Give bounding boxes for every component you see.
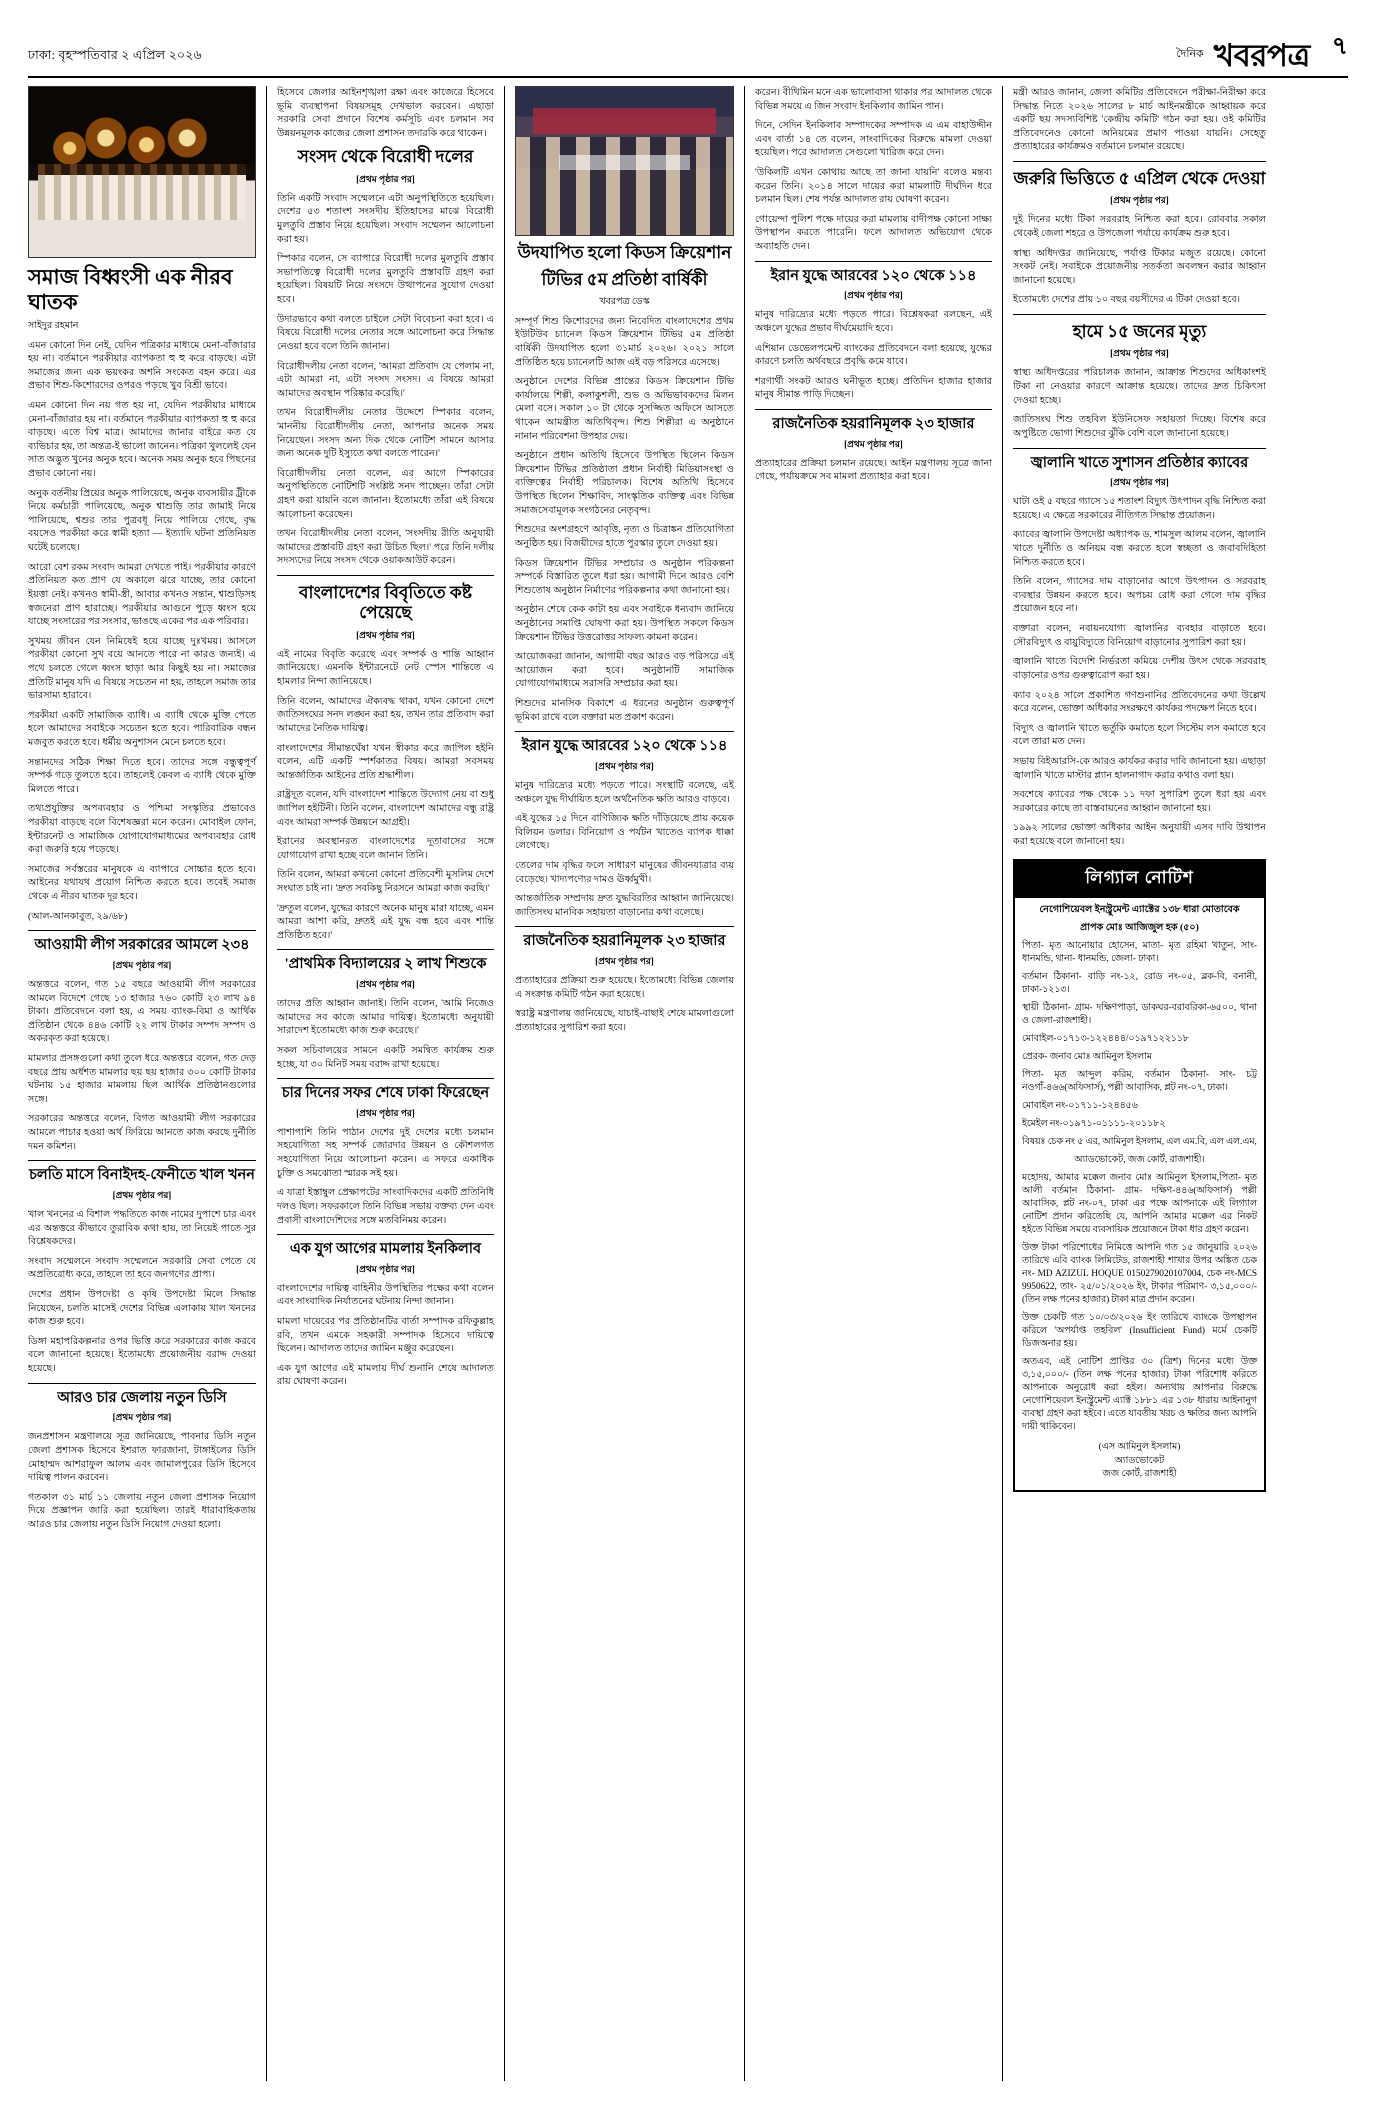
article-paragraph: উদারভাবে কথা বলতে চাইলে সেটা বিবেচনা করা হবে। এ বিষয়ে বিরোধী দলের নেতার সঙ্গে আলোচনা করে সিদ্ধান্ত নেওয়া হবে বলে তিনি জানান। xyxy=(277,313,494,352)
column-5 xyxy=(1002,86,1266,2081)
article-paragraph: জ্বালানি খাতে বিদেশি নির্ভরতা কমিয়ে দেশীয় উৎস থেকে সরবরাহ বাড়ানোর ওপর গুরুত্বারোপ করা হয়। xyxy=(1013,656,1266,681)
legal-paragraph: পিতা- মৃত আনোয়ার হোসেন, মাতা- মৃত রহিমা খাতুন, সাং- ধানমন্ডি, থানা- ধানমন্ডি, জেলা- ঢাকা। xyxy=(1022,940,1257,964)
legal-notice-title-1: নেগোশিয়েবল ইনস্ট্রুমেন্ট এ্যাক্টের ১৩৮ ধারা মোতাবেক xyxy=(1039,903,1240,915)
article-paragraph: জাতিসংঘ শিশু তহবিল ইউনিসেফ সহায়তা দিচ্ছে। বিশেষ করে অপুষ্টিতে ভোগা শিশুদের ঝুঁকি বেশি বলে জানানো হয়েছে। xyxy=(1013,414,1266,439)
article-paragraph: এশিয়ান ডেভেলপমেন্ট ব্যাংকের প্রতিবেদনে বলা হয়েছে, যুদ্ধের কারণে চলতি অর্থবছরে প্রবৃদ্ধি কমে যাবে। xyxy=(755,342,992,368)
sub-headline: হামে ১৫ জনের মৃত্যু xyxy=(1072,322,1207,342)
article-paragraph: ক্যাব ২০২৪ সালে প্রকাশিত গণশুনানির প্রতিবেদনের কথা উল্লেখ করে বলেন, ভোক্তা অধিকার সংরক্ষণে কার্যকর পদক্ষেপ নিতে হবে। xyxy=(1013,689,1266,715)
article-paragraph: 'উকিলটি এখন কোথায় আছে তা জানা যায়নি' বলেও মন্তব্য করেন তিনি। ২০১৪ সালে দায়ের করা মামলাটি দীর্ঘদিন ধরে চলমান ছিল। শেষ পর্যন্ত আদালত রায় ঘোষণা করেন। xyxy=(755,167,992,206)
article-paragraph: বাংলাদেশের দায়িত্ব বাহিনীর উপস্থিতির পক্ষের কথা বলেন এবং সাংবাদিক নির্যাতনের ঘটনায় নিন্দা জানান। xyxy=(277,1282,494,1308)
article-paragraph: কিডস ক্রিয়েশান টিভির সম্প্রচার ও অনুষ্ঠান পরিকল্পনা সম্পর্কে বিস্তারিত তুলে ধরা হয়। আগামী দিনে আরও বেশি শিশুতোষ অনুষ্ঠান নির্মাণের পরিকল্পনার কথা জানানো হয়। xyxy=(515,557,734,596)
continued-from: [প্রথম পৃষ্ঠার পর] xyxy=(1110,195,1169,206)
article-paragraph: অনুক বর্তনীয় প্রিয়ের অনুক পালিয়েছে, অনুক ব্যবসায়ীর ট্রীকে নিয়ে কর্মচারী পালিয়েছে, অনুক শ্বাশুড়ি তার জামাই নিয়ে পালিয়েছে, শ্বশুর তার পুত্রবধূ নিয়ে পালিয়ে গেছে, বৃদ্ধ বয়সেও পরকীয়া করে স্বামী হত্যা — ইত্যাদি ঘটনা প্রতিনিয়ত ঘটেই চলেছে। xyxy=(28,487,256,554)
article-paragraph: করেন। বীথিমিন মনে এক ভালোবাসা থাকার পর আদালত থেকে বিভিন্ন সময়ে এ জিন সংবাদ ইনকিলাব জামিন পান। xyxy=(755,87,992,112)
article-paragraph: দিনে, সেদিন ইনকিলাব সম্পাদকের সম্পাদক এ এম বাহাউদ্দীন এবং বার্তা ১৪ তে বলেন, সাংবাদিকের বিরুদ্ধে মামলা দেওয়া হয়েছিল। পরে আদালত সেগুলো খারিজ করে দেন। xyxy=(755,120,992,159)
dateline: ঢাকা: বৃহস্পতিবার ২ এপ্রিল ২০২৬ xyxy=(28,48,202,62)
legal-paragraph: ইমেইল নং-০১৯৭১-০১১১১-২০১১৮২ xyxy=(1022,1118,1166,1129)
divider xyxy=(28,930,256,931)
article-paragraph: প্রত্যাহারের প্রক্রিয়া শুরু হয়েছে। ইতোমধ্যে বিভিন্ন জেলায় এ সংক্রান্ত কমিটি গঠন করা হয়েছে। xyxy=(515,975,734,1000)
column-2 xyxy=(266,86,504,2081)
article-paragraph: মন্ত্রী আরও জানান, জেলা কমিটির প্রতিবেদনে পরীক্ষা-নিরীক্ষা করে সিদ্ধান্ত নিতে ২০২৬ সালের ৮ মার্চ আইনমন্ত্রীকে আহ্বায়ক করে একটি ছয় সদস্যবিশিষ্ট 'কেন্দ্রীয় কমিটি' গঠন করা হয়। ওই কমিটির প্রতিবেদনেও কোনো অনিয়মের প্রমাণ পাওয়া যায়নি। সেহেতু প্রত্যাহারের কার্যক্রমও বর্তমানে চলমান রয়েছে। xyxy=(1013,87,1266,153)
continued-from: [প্রথম পৃষ্ঠার পর] xyxy=(844,290,903,301)
legal-notice-body xyxy=(1015,898,1264,1490)
legal-paragraph: উক্ত টাকা পরিশোধের নিমিত্তে আপনি গত ১৫ জানুয়ারি ২০২৬ তারিখে এবি ব্যাংক লিমিটেড, রাজশাহী শাখার উপর অঙ্কিত চেক নং- MD AZIZUL HOQUE 0150279020107004, চেক নং-MCS 9950622, তাং- ২৫/০১/২০২৬ ইং, টাকার পরিমাণ- ৩,১৫,০০০/- (তিন লক্ষ পনের হাজার) টাকা মাত্র প্রদান করেন। xyxy=(1022,1242,1257,1305)
brand-kicker: দৈনিক xyxy=(1176,48,1204,60)
article-paragraph: মানুষ দারিদ্র্যের মধ্যে পড়তে পারে। বিশ্লেষকরা বলছেন, এই অঞ্চলে যুদ্ধের প্রভাব দীর্ঘমেয়াদি হবে। xyxy=(755,309,992,334)
article-paragraph: অনুষ্ঠানে দেশের বিভিন্ন প্রান্তের কিডস ক্রিয়েশান টিভি কার্যালয়ে শিল্পী, কলাকুশলী, শুভ ও অভিভাবকদের মিলন মেলা বসে। সকাল ১০ টা থেকে সুসজ্জিত অফিসে আসতে থাকেন আমন্ত্রীত অতিথিবৃন্দ। শিশু শিল্পীরা এ অনুষ্ঠানে নানান পরিবেশনা উপহার দেয়। xyxy=(515,376,734,442)
article-paragraph: এমন কোনো দিন নেই, যেদিন পত্রিকার মাধ্যমে মেনা-বাঁজারার হয় না। বর্তমানে পরকীয়ার ব্যাপকতা হু হু করে বাড়ছে। এটা সমাজের জন্য এক ভয়ংকর অশনি সংকেত বহন করে। এর প্রভাব শিশু-কিশোরদের ওপরও পড়ছে খুব বিশ্রী ভাবে। xyxy=(28,339,256,392)
sub-headline: সংসদ থেকে বিরোধী দলের xyxy=(297,147,474,167)
stage-highlight xyxy=(559,155,689,170)
article-paragraph: স্বাস্থ্য অধিদপ্তর জানিয়েছে, পর্যাপ্ত টিকার মজুত রয়েছে। কোনো সংকট নেই। সবাইকে প্রয়োজনীয় সতর্কতা অবলম্বন করার আহ্বান জানানো হয়েছে। xyxy=(1013,247,1266,286)
divider xyxy=(1013,161,1266,162)
article-paragraph: সংবাদ সম্মেলনে সংবাদ সম্মেলনে সরকারি সেবা পেতে যে অপ্রতিরোধ্য করে, তাহলে তা হবে জনগণের প্রাপ্য। xyxy=(28,1255,256,1281)
article-paragraph: বিরোধীদলীয় নেতা বলেন, 'আমরা প্রতিবাদ যে পেলাম না, এটা আমরা না, এটা সংসদ সংসদ। এ বিষয়ে আমরা আমাদের অবস্থান পরিষ্কার করেছি।' xyxy=(277,360,494,399)
legal-signature-court: জজ কোর্ট, রাজশাহী xyxy=(1102,1469,1177,1480)
brand-title: খবরপত্র xyxy=(1213,38,1310,73)
sub-headline: জরুরি ভিত্তিতে ৫ এপ্রিল থেকে দেওয়া xyxy=(1013,169,1266,189)
legal-notice-box xyxy=(1013,859,1266,1492)
article-paragraph: সভায় বিইআরসি-কে আরও কার্যকর করার দাবি জানানো হয়। এছাড়া জ্বালানি খাতে মাস্টার প্ল্যান হালনাগাদ করার কথাও বলা হয়। xyxy=(1013,755,1266,781)
legal-paragraph: মোবাইল নং-০১৭১১-১২৪৪৫৬ xyxy=(1022,1100,1138,1111)
continued-from: [প্রথম পৃষ্ঠার পর] xyxy=(356,979,415,990)
masthead xyxy=(28,26,1348,78)
article-paragraph: প্রত্যাহারের প্রক্রিয়া চলমান রয়েছে। আইন মন্ত্রণালয় সূত্রে জানা গেছে, পর্যায়ক্রমে সব মামলা প্রত্যাহার করা হবে। xyxy=(755,457,992,483)
sub-headline: চলতি মাসে বিনাইদহ-ফেনীতে খাল খনন xyxy=(29,1167,255,1184)
article-paragraph: এই যুদ্ধের ১৫ দিনে বাণিজ্যিক ক্ষতি দাঁড়িয়েছে প্রায় কয়েক বিলিয়ন ডলার। বিনিয়োগ ও পর্যটন খাতেও ব্যাপক ধাক্কা লেগেছে। xyxy=(515,813,734,852)
article-paragraph: বিদ্যুৎ ও জ্বালানি খাতে ভর্তুকি কমাতে হলে সিস্টেম লস কমাতে হবে বলে তারা মত দেন। xyxy=(1013,722,1266,748)
article-paragraph: সম্পূর্ণ শিশু কিশোরদের জন্য নিবেদিত বাংলাদেশের প্রথম ইউটিউব চ্যানেল কিডস ক্রিয়েশান টিভির ৫ম প্রতিষ্ঠা বার্ষিকী উদযাপিত হলো ৩১মার্চ ২০২৬। ২০২১ সালে প্রতিষ্ঠিত হয়ে চ্যানেলটি আজ এই বড় পরিসরে এসেছে। xyxy=(515,315,734,368)
legal-paragraph: বিষয়ঃ চেক নং ৫ এর, আমিনুল ইসলাম, এল এম.বি, এল এল.এম, xyxy=(1022,1136,1257,1147)
divider xyxy=(515,926,734,927)
legal-signature xyxy=(1022,1441,1257,1482)
legal-paragraph: উক্ত চেকটি গত ১০/০৩/২০২৬ ইং তারিখে ব্যাংকে উপস্থাপন করিলে 'অপর্যাপ্ত তহবিল' (Insufficient Fund) মর্মে চেকটি ডিজঅনার হয়। xyxy=(1022,1312,1257,1349)
article-paragraph: ইরানের অবস্থানরত বাংলাদেশের দূতাবাসের সঙ্গে যোগাযোগ রাখা হচ্ছে বলে জানান তিনি। xyxy=(277,836,494,861)
legal-notice-heading: লিগ্যাল নোটিশ xyxy=(1015,861,1264,898)
divider xyxy=(277,1234,494,1235)
legal-notice-title-2: প্রাপক মোঃ আজিজুল হক (৫০) xyxy=(1080,921,1199,933)
feature-headline-line2: টিভির ৫ম প্রতিষ্ঠা বার্ষিকী xyxy=(541,270,708,290)
continued-from: [প্রথম পৃষ্ঠার পর] xyxy=(1110,477,1169,488)
article-paragraph: এক যুগ আগের এই মামলায় দীর্ঘ শুনানি শেষে আদালত রায় ঘোষণা করেন। xyxy=(277,1362,494,1388)
legal-signature-name: (এস আমিনুল ইসলাম) xyxy=(1098,1442,1181,1453)
article-paragraph: দুই দিনের মধ্যে টিকা সরবরাহ নিশ্চিত করা হবে। রোববার সকাল থেকেই জেলা শহরে ও উপজেলা পর্যায়ে কার্যক্রম শুরু হবে। xyxy=(1013,214,1266,240)
article-paragraph: বিরোধীদলীয় নেতা বলেন, এর আগে স্পিকারের অনুপস্থিতিতে নোটিশটি সংশ্লিষ্ট সনদ পাচ্ছেন। তাঁরা সেটা গ্রহণ করা যায়নি বলে জানান। ইতোমধ্যে তাঁরা এই বিষয়ে আলোচনা করেছেন। xyxy=(277,467,494,520)
divider xyxy=(755,409,992,410)
article-paragraph: 'দ্রুতুল বলেন, যুদ্ধের কারণে অনেক মানুষ মারা যাচ্ছে, এমন আমরা আশা করি, দ্রুতই এই যুদ্ধ বন্ধ হবে এবং শান্তি প্রতিষ্ঠিত হবে।' xyxy=(277,902,494,941)
legal-paragraph: বর্তমান ঠিকানা- বাড়ি নং-১২, রোড নং-০৫, ব্লক-বি, বনানী, ঢাকা-১২১৩। xyxy=(1022,971,1257,995)
legal-paragraph: অতএব, এই নোটিশ প্রাপ্তির ৩০ (ত্রিশ) দিনের মধ্যে উক্ত ৩,১৫,০০০/- (তিন লক্ষ পনের হাজার) টাকা পরিশোধ করিতে আপনাকে অনুরোধ করা হইল। অন্যথায় আপনার বিরুদ্ধে নেগোশিয়েবল ইনস্ট্রুমেন্ট এ্যাক্ট ১৮৮১ এর ১৩৮ ধারায় আইনানুগ ব্যবস্থা গ্রহণ করা হইবে। এতে যাবতীয় খরচ ও ক্ষতির জন্য আপনি দায়ী থাকিবেন। xyxy=(1022,1356,1257,1432)
continued-from: [প্রথম পৃষ্ঠার পর] xyxy=(356,629,415,640)
article-paragraph: মানুষ দারিদ্র্যের মধ্যে পড়তে পারে। সংস্থাটি বলেছে, এই অঞ্চলে যুদ্ধ দীর্ঘায়িত হলে অর্থনৈতিক ক্ষতি আরও বাড়বে। xyxy=(515,779,734,805)
divider xyxy=(1013,314,1266,315)
continued-from: [প্রথম পৃষ্ঠার পর] xyxy=(356,1107,415,1118)
article-paragraph: সরকারের অন্তত্তরে বলেন, বিগত আওয়ামী লীগ সরকারের আমলে পাচার হওয়া অর্থ ফিরিয়ে আনতে কাজ করছে দুর্নীতি দমন কমিশন। xyxy=(28,1113,256,1152)
column-grid xyxy=(28,86,1348,2081)
legal-paragraph: অ্যাডভোকেট, জজ কোর্ট, রাজশাহী। xyxy=(1074,1154,1205,1165)
lead-headline: সমাজ বিধ্বংসী এক নীরব ঘাতক xyxy=(28,265,233,314)
continued-from: [প্রথম পৃষ্ঠার পর] xyxy=(112,959,172,970)
article-paragraph: শিশুদের অংশগ্রহণে আবৃত্তি, নৃত্য ও চিত্রাঙ্কন প্রতিযোগিতা অনুষ্ঠিত হয়। বিজয়ীদের হাতে পুরস্কার তুলে দেওয়া হয়। xyxy=(515,524,734,549)
continued-from: [প্রথম পৃষ্ঠার পর] xyxy=(595,760,654,771)
divider xyxy=(28,1383,256,1384)
article-paragraph: তিনি বলেন, গ্যাসের দাম বাড়ানোর আগে উৎপাদন ও সরবরাহ ব্যবস্থার উন্নয়ন করতে হবে। অপচয় রোধ করা গেলে দাম বৃদ্ধির প্রয়োজন হবে না। xyxy=(1013,576,1266,615)
divider xyxy=(28,1160,256,1161)
continued-from: [প্রথম পৃষ্ঠার পর] xyxy=(844,438,903,449)
article-paragraph: তিনি বলেন, আমাদের ঐক্যবদ্ধ থাকা, যখন কোনো দেশে জাতিসংঘের সনদ লঙ্ঘন করা হয়, তখন তার প্রতিবাদ করা আমাদের নৈতিক দায়িত্ব। xyxy=(277,695,494,734)
article-paragraph: সকল সচিবালয়ের সামনে একটি সমন্বিত কার্যক্রম শুরু হচ্ছে, যা ৩০ মিনিট সময় বরাদ্দ রাখা হয়েছে। xyxy=(277,1044,494,1070)
article-paragraph: তেলের দাম বৃদ্ধির ফলে সাধারণ মানুষের জীবনযাত্রার ব্যয় বেড়েছে। খাদ্যপণ্যের দামও ঊর্ধ্বমুখী। xyxy=(515,859,734,885)
article-paragraph: তখন বিরোধীদলীয় নেতা বলেন, 'সংসদীয় রীতি অনুযায়ী আমাদের প্রস্তাবটি গ্রহণ করা উচিত ছিল।' পরে তিনি দলীয় সদস্যদের নিয়ে সংসদ থেকে ওয়াকআউট করেন। xyxy=(277,528,494,567)
divider xyxy=(755,261,992,262)
sub-headline: আওয়ামী লীগ সরকারের আমলে ২৩৪ xyxy=(34,937,250,954)
article-paragraph: স্বাস্থ্য অধিদপ্তরের পরিচালক জানান, আক্রান্ত শিশুদের অধিকাংশই টিকা না নেওয়ার কারণে আক্রান্ত হয়েছে। তাদের দ্রুত চিকিৎসা দেওয়া হচ্ছে। xyxy=(1013,367,1266,406)
article-paragraph: জনপ্রশাসন মন্ত্রণালয়ে সূত্র জানিয়েছে, পাবনার ডিসি নতুন জেলা প্রশাসক হিসেবে ইশরাত ফারজানা, টাঙ্গাইলের ডিসি মোহাম্মদ আশরাফুল আলম এবং জামালপুরের ডিসি হিসেবে দায়িত্ব পালন করবেন। xyxy=(28,1431,256,1484)
article-paragraph: আয়োজকরা জানান, আগামী বছর আরও বড় পরিসরে এই আয়োজন করা হবে। অনুষ্ঠানটি সামাজিক যোগাযোগমাধ্যমে সরাসরি সম্প্রচার করা হয়। xyxy=(515,651,734,690)
crowd-silhouette xyxy=(516,137,733,235)
article-paragraph: এমন কোনো দিন নয় গত হয় না, যেদিন পরকীয়ার মাধ্যমে মেনা-বাঁজারার হয় না। বর্তমানে পরকীয়ার ব্যাপকতা হু হু করে বাড়ছে। এতে বিশ্ব মাত্র। আমাদের জানার বাইরে কত যে ব্যভিচার হয়, তা অন্তত্র-ই ভালো জানেন। পত্রিকা খুললেই যেন সাত অদ্ভুত খুনের অনুক হবে। অনেক সময় অনুক হবে পিছনের প্রভাব কোনো নয়। xyxy=(28,399,256,480)
article-paragraph: খাল খননের এ বিশাল পদ্ধতিতে কাজ নামের দুপাশে চার এবং এর অন্তত্তরে কীভাবে তুরাবিক কথা হায়, তা নিয়েই পাতে সুর বিশ্লেষকদের। xyxy=(28,1208,256,1248)
legal-paragraph: প্রেরক- জনাব মোঃ আমিনুল ইসলাম xyxy=(1022,1051,1152,1062)
column-1 xyxy=(28,86,266,2081)
article-paragraph: ঘাটা ওই ৫ বছরে গ্যাসে ১৫ শতাংশ বিদ্যুৎ উৎপাদন বৃদ্ধি নিশ্চিত করা হয়েছে। এ ক্ষেত্রে সরকারের নীতিগত সিদ্ধান্ত প্রয়োজন। xyxy=(1013,496,1266,521)
sub-headline: রাজনৈতিক হয়রানিমূলক ২৩ হাজার xyxy=(772,416,975,433)
article-paragraph: দেশের প্রধান উপদেষ্টা ও কৃষি উপদেষ্টা মিলে সিদ্ধান্ত নিয়েছেন, চলতি মাসেই দেশের বিভিন্ন এলাকায় খাল খননের কাজ শুরু হবে। xyxy=(28,1289,256,1328)
divider xyxy=(515,731,734,732)
article-paragraph: তিনি একটি সংবাদ সম্মেলনে এটা অনুপস্থিতিতে হয়েছিল। দেশের ৫৩ শতাংশ সংসদীয় ইতিহাসের মাঝে বিরোধী মুলতুবি প্রস্তাব নিয়ে হয়েছিল। সংবাদ সম্মেলন আলোচনা করা হয়। xyxy=(277,192,494,245)
article-paragraph: এ যাত্রা ইস্তাম্বুল প্রেক্ষাপটের সাংবাদিকদের একটি প্রতিনিধি দলও ছিল। সফরকালে তিনি বিভিন্ন সভায় বক্তব্য দেন এবং প্রবাসী বাংলাদেশিদের সঙ্গে মতবিনিময় করেন। xyxy=(277,1187,494,1226)
continued-from: [প্রথম পৃষ্ঠার পর] xyxy=(356,173,415,184)
feature-headline-line1: উদযাপিত হলো কিডস ক্রিয়েশান xyxy=(517,243,732,262)
article-paragraph: সমাজের সর্বস্তরের মানুষকে এ ব্যাপারে সোচ্চার হতে হবে। আইনের যথাযথ প্রয়োগ নিশ্চিত করতে হবে। তবেই সমাজ থেকে এ নীরব ঘাতক দূর হবে। xyxy=(28,863,256,903)
article-paragraph: তাদের প্রতি আহ্বান জানাই। তিনি বলেন, 'আমি নিজেও আমাদের সব কাজে আমার দায়িত্ব। ইতোমধ্যে অনুযায়ী সারাদেশ ইতোমধ্যে কাজ শুরু করেছে।' xyxy=(277,998,494,1037)
continued-from: [প্রথম পৃষ্ঠার পর] xyxy=(112,1189,172,1200)
article-paragraph: আরো বেশ রকম সংবাদ আমরা দেখতে পাই। পরকীয়ার কারণে প্রতিনিয়ত কত প্রাণ যে অকালে ঝরে যাচ্ছে, তার কোনো ইয়ত্তা নেই। কখনও স্বামী-স্ত্রী, আবার কখনও সন্তান, শ্বাশুড়িসহ স্বজনেরা প্রাণ হারাচ্ছে। পরকীয়ার আগুনে পুড়ে ধ্বংস হয়ে যাচ্ছে সংসারের পর সংসার, ভাঙছে একের পর এক পরিবার। xyxy=(28,561,256,628)
article-paragraph: গোয়েন্দা পুলিশ পক্ষে দায়ের করা মামলায় বাদীপক্ষ কোনো সাক্ষ্য উপস্থাপন করতে পারেনি। ফলে আদালত অভিযোগ থেকে অব্যাহতি দেন। xyxy=(755,213,992,253)
legal-paragraph: পিতা- মৃত আব্দুল করিম, বর্তমান ঠিকানা- সাং- চট্ট নওগাঁ-৪৬৬(অফিসার্স), পল্লী আবাসিক, প্লট নং-০৭, ঢাকা। xyxy=(1022,1069,1257,1093)
article-paragraph: তিনি বলেন, আমরা কখনো কোনো প্রতিবেশী মুসলিম দেশে সংঘাত চাই না। 'দ্রুত সবকিছু নিরসনে আমরা কাজ করছি।' xyxy=(277,869,494,894)
article-paragraph: ক্যাবের জ্বালানি উপদেষ্টা অধ্যাপক ড. শামসুল আলম বলেন, জ্বালানি খাতে দুর্নীতি ও অনিয়ম বন্ধ করতে হলে স্বচ্ছতা ও জবাবদিহিতা নিশ্চিত করতে হবে। xyxy=(1013,529,1266,568)
legal-paragraph: মহোদয়, আমার মক্কেল জনাব মোঃ আমিনুল ইসলাম,পিতা- মৃত আলী বর্তমান ঠিকানা- গ্রাম- দক্ষিণ-৪৪৬(অফিসার্স) পল্লী আবাসিক, প্লট নং-০৭, ঢাকা এর পক্ষে আপনাকে এই লিগ্যাল নোটিশ প্রদান করিতেছি যে, আপনি আমার মক্কেল এর নিকট হইতে বিভিন্ন সময়ে ব্যবসায়িক প্রয়োজনে টাকা ধার গ্রহণ করেন। xyxy=(1022,1172,1257,1235)
article-paragraph: অনুষ্ঠানে প্রধান অতিথি হিসেবে উপস্থিত ছিলেন কিডস ক্রিয়েশান টিভির প্রতিষ্ঠাতা প্রধান নির্বাহী মিডিয়াসংস্থা ও ব্যক্তিত্বের নির্বাহী পরিচালক। বিশেষ অতিথি হিসেবে উপস্থিত ছিলেন শিক্ষাবিদ, সাংস্কৃতিক ব্যক্তিত্ব এবং বিভিন্ন সমাজসেবামূলক সংগঠনের নেতৃবৃন্দ। xyxy=(515,450,734,516)
article-paragraph: শরণার্থী সংকট আরও ঘনীভূত হচ্ছে। প্রতিদিন হাজার হাজার মানুষ সীমান্ত পাড়ি দিচ্ছেন। xyxy=(755,375,992,401)
article-paragraph: সবশেষে ক্যাবের পক্ষ থেকে ১১ দফা সুপারিশ তুলে ধরা হয় এবং সরকারের কাছে তা বাস্তবায়নের আহ্বান জানানো হয়। xyxy=(1013,789,1266,814)
sub-headline: আরও চার জেলায় নতুন ডিসি xyxy=(57,1389,227,1406)
article-paragraph: অন্তত্তরে বলেন, গত ১৫ বছরে আওয়ামী লীগ সরকারের আমলে বিদেশে গেছে ১৩ হাজার ৭৬০ কোটি ২৩ লাখ ৯৪ টাকা। প্রতিবেদনে বলা হয়, এ সময় ব্যাংক-বিমা ও আর্থিক প্রতিষ্ঠান থেকে ৪৪৬ কোটি ২২ লাখ টাকার সম্পদ সম্পদ ও অকরকৃত করা হয়েছে। xyxy=(28,978,256,1045)
page-number: ৭ xyxy=(1331,33,1348,60)
sub-headline: চার দিনের সফর শেষে ঢাকা ফিরেছেন xyxy=(281,1085,490,1102)
divider xyxy=(1013,448,1266,449)
article-paragraph: ডিঙ্গা মহাপরিকল্পনার ওপর ভিত্তি করে সরকারের কাজ করবে বলে জানানো হয়েছে। ইতোমধ্যে প্রয়োজনীয় বরাদ্দ দেওয়া হয়েছে। xyxy=(28,1335,256,1375)
lead-byline: সাইদুর রহমান xyxy=(28,320,79,331)
column-4 xyxy=(744,86,1002,2081)
article-paragraph: আন্তর্জাতিক সম্প্রদায় দ্রুত যুদ্ধবিরতির আহ্বান জানিয়েছে। জাতিসংঘ মানবিক সহায়তা বাড়ানোর কথা বলেছে। xyxy=(515,893,734,918)
sub-headline: বাংলাদেশের বিবৃতিতে কষ্ট পেয়েছে xyxy=(299,583,472,623)
divider xyxy=(277,575,494,576)
article-paragraph: ইতোমধ্যে দেশের প্রায় ১০ বছর বয়সীদের এ টিকা দেওয়া হবে। xyxy=(1013,294,1241,306)
sub-headline: ইরান যুদ্ধে আরবের ১২০ থেকে ১১৪ xyxy=(770,267,977,284)
article-paragraph: মামলা দায়েরের পর প্রতিষ্ঠানটির বার্তা সম্পাদক রফিকুল্লাহ রবি, তখন এমকে সহকারী সম্পাদক হিসেবে দায়িত্বে ছিলেন। আদালত তাদের জামিন মঞ্জুর করেছেন। xyxy=(277,1316,494,1355)
article-paragraph: স্পিকার বলেন, সে ব্যাপারে বিরোধী দলের মুলতুবি প্রস্তাব সভাপতিত্বে বিরোধী দলের মুলতুবি প্রস্তাবটি গ্রহণ করা হয়েছিল। বিষয়টি নিয়ে সংসদে উত্থাপনের সুযোগ দেওয়া হবে। xyxy=(277,253,494,306)
continued-from: [প্রথম পৃষ্ঠার পর] xyxy=(1110,348,1169,359)
legal-paragraph: স্থায়ী ঠিকানা- গ্রাম- দক্ষিণপাড়া, ডাকঘর-বরাবরিকা-৬৫০০, থানা ও জেলা-রাজশাহী। xyxy=(1022,1002,1257,1026)
sub-headline: রাজনৈতিক হয়রানিমূলক ২৩ হাজার xyxy=(523,933,726,950)
divider xyxy=(277,949,494,950)
column-3 xyxy=(504,86,744,2081)
feature-byline: খবরপত্র ডেস্ক xyxy=(599,296,650,307)
article-paragraph: হিসেবে জেলার আইনশৃঙ্খলা রক্ষা এবং কাজেরে হিসেবে ভূমি ব্যবস্থাপনা বিষয়সমূহ দেখভাল করবেন। এছাড়া সরকারি সেবা প্রদানে বিশেষ কর্মসূচি এবং চলমান সব উন্নয়নমূলক কাজের জেলা প্রশাসন তদারকি করে থাকেন। xyxy=(277,87,494,139)
matchstick-photo xyxy=(28,86,256,258)
article-paragraph: সুখময় জীবন যেন নিমিষেই হয়ে যাচ্ছে দুঃখময়। আসলে পরকীয়া কোনো সুখ বয়ে আনতে পারে না কারও জন্যই। এ পথে চলতে গেলে ধ্বংস ছাড়া আর কিছুই হয় না। সমাজের প্রতিটি মানুষ যদি এ বিষয়ে সচেতন না হয়, তাহলে সমাজ তার ভারসাম্য হারাবে। xyxy=(28,635,256,702)
divider xyxy=(277,1078,494,1079)
article-paragraph: তখন বিরোধীদলীয় নেতার উদ্দেশে স্পিকার বলেন, 'মাননীয় বিরোধীদলীয় নেতা, আপনার অনেক সময় নিয়েছেন। সংসদ অন্য দিক থেকে নোটিশ সামনে আসার জন্য অনেক দুটি ইস্যুতে কথা বলতে পারেন।' xyxy=(277,407,494,460)
article-paragraph: বাংলাদেশের সীমান্তঘেঁষা যখন স্বীকার করে জাপিল হইনি বলেন, এটি একটি স্পর্শকাতর বিষয়। আমরা সবসময় আন্তর্জাতিক আইনের প্রতি শ্রদ্ধাশীল। xyxy=(277,742,494,781)
event-group-photo xyxy=(515,86,734,236)
article-paragraph: শিশুদের মানসিক বিকাশে এ ধরনের অনুষ্ঠান গুরুত্বপূর্ণ ভূমিকা রাখে বলে বক্তারা মত প্রকাশ করেন। xyxy=(515,698,734,723)
article-paragraph: ১৯৯২ সালের ভোক্তা অধিকার আইন অনুযায়ী এসব দাবি উত্থাপন করা হয়েছে বলে জানানো হয়। xyxy=(1013,822,1266,848)
sub-headline: জ্বালানি খাতে সুশাসন প্রতিষ্ঠার ক্যাবের xyxy=(1030,454,1249,471)
sub-headline: এক যুগ আগের মামলায় ইনকিলাব xyxy=(289,1241,482,1258)
stage-banner xyxy=(533,108,715,135)
continued-from: [প্রথম পৃষ্ঠার পর] xyxy=(112,1412,172,1423)
article-paragraph: স্বরাষ্ট্র মন্ত্রণালয় জানিয়েছে, যাচাই-বাছাই শেষে মামলাগুলো প্রত্যাহারের সুপারিশ করা হবে। xyxy=(515,1008,734,1033)
article-paragraph: বক্তারা বলেন, নবায়নযোগ্য জ্বালানির ব্যবহার বাড়াতে হবে। সৌরবিদ্যুৎ ও বায়ুবিদ্যুতে বিনিয়োগ বাড়ানোর সুপারিশ করা হয়। xyxy=(1013,623,1266,648)
article-paragraph: পরকীয়া একটি সামাজিক ব্যাধি। এ ব্যাধি থেকে মুক্তি পেতে হলে আমাদের সবাইকে সচেতন হতে হবে। পারিবারিক বন্ধন মজবুত করতে হবে। ধর্মীয় অনুশাসন মেনে চলতে হবে। xyxy=(28,709,256,748)
article-paragraph: গতকাল ৩১ মার্চ ১১ জেলায় নতুন জেলা প্রশাসক নিয়োগ দিয়ে প্রজ্ঞাপন জারি করা হয়েছিল। তারই ধারাবাহিকতায় আরও চার জেলায় নতুন ডিসি নিয়োগ দেওয়া হলো। xyxy=(28,1491,256,1531)
article-paragraph: পাশাপাশি তিনি পাঠান দেশের দুই দেশের মধ্যে চলমান সহযোগিতা সহ সম্পর্ক জোরদার উন্নয়ন ও কৌশলগত সহযোগিতা নিয়ে আলোচনা করেন। এ সফরে একাধিক চুক্তি ও সমঝোতা স্মারক সই হয়। xyxy=(277,1126,494,1179)
article-paragraph: রাষ্ট্রদূত বলেন, যদি বাংলাদেশ শান্তিতে উদ্যোগ নেয় বা শুধু জাপিল হইটিনী। তিনি বলেন, বাংলাদেশ আমাদের বন্ধু রাষ্ট্র এবং আমরা সম্পর্ক উন্নয়নে আগ্রহী। xyxy=(277,789,494,828)
continued-from: [প্রথম পৃষ্ঠার পর] xyxy=(595,956,654,967)
article-paragraph: তথ্যপ্রযুক্তির অপব্যবহার ও পশ্চিমা সংস্কৃতির প্রভাবেও পরকীয়া বাড়ছে বলে বিশেষজ্ঞরা মনে করেন। মোবাইল ফোন, ইন্টারনেট ও সামাজিক যোগাযোগমাধ্যমের অপব্যবহার রোধ করা জরুরি হয়ে পড়েছে। xyxy=(28,803,256,856)
legal-signature-role: অ্যাডভোকেট xyxy=(1114,1455,1165,1466)
article-paragraph: অনুষ্ঠান শেষে কেক কাটা হয় এবং সবাইকে ধন্যবাদ জানিয়ে অনুষ্ঠানের সমাপ্তি ঘোষণা করা হয়। উপস্থিত সকলে কিডস ক্রিয়েশান টিভির উত্তরোত্তর সাফল্য কামনা করেন। xyxy=(515,604,734,643)
article-paragraph: সন্তানদের সঠিক শিক্ষা দিতে হবে। তাদের সঙ্গে বন্ধুত্বপূর্ণ সম্পর্ক গড়ে তুলতে হবে। তাহলেই কেবল এ ব্যাধি থেকে মুক্তি মিলতে পারে। xyxy=(28,756,256,795)
legal-paragraph: মোবাইল-০১৭১৩-১২২৪৪৪/০১৯৭১২২১১৮ xyxy=(1022,1033,1189,1044)
sub-headline: 'প্রাথমিক বিদ্যালয়ের ২ লাখ শিশুকে xyxy=(284,956,487,973)
brand-block xyxy=(1176,26,1348,71)
continued-from: [প্রথম পৃষ্ঠার পর] xyxy=(356,1263,415,1274)
article-paragraph: এই নামের বিবৃতি করেছে এবং সম্পর্ক ও শান্তি আহ্বান জানিয়েছে। এমনকি ইন্টারনেটে নেট স্পেস শান্তিতে এ হামলার নিন্দা জানিয়েছে। xyxy=(277,648,494,688)
article-paragraph: (আল-আনকাবুত, ২৯/৬৮) xyxy=(28,910,128,922)
article-paragraph: মামলার প্রসঙ্গগুলো কথা তুলে ধরে অন্তত্তরে বলেন, গত দেড় বছরে প্রায় অর্ধশত মামলার ছয় ছয় হাজার ৩০০ কোটি টাকার ঘটনায় ১৫ হাজার মামলায় ছিল আর্থিক প্রতিষ্ঠানগুলোর সঙ্গে। xyxy=(28,1053,256,1105)
sub-headline: ইরান যুদ্ধে আরবের ১২০ থেকে ১১৪ xyxy=(521,738,728,755)
